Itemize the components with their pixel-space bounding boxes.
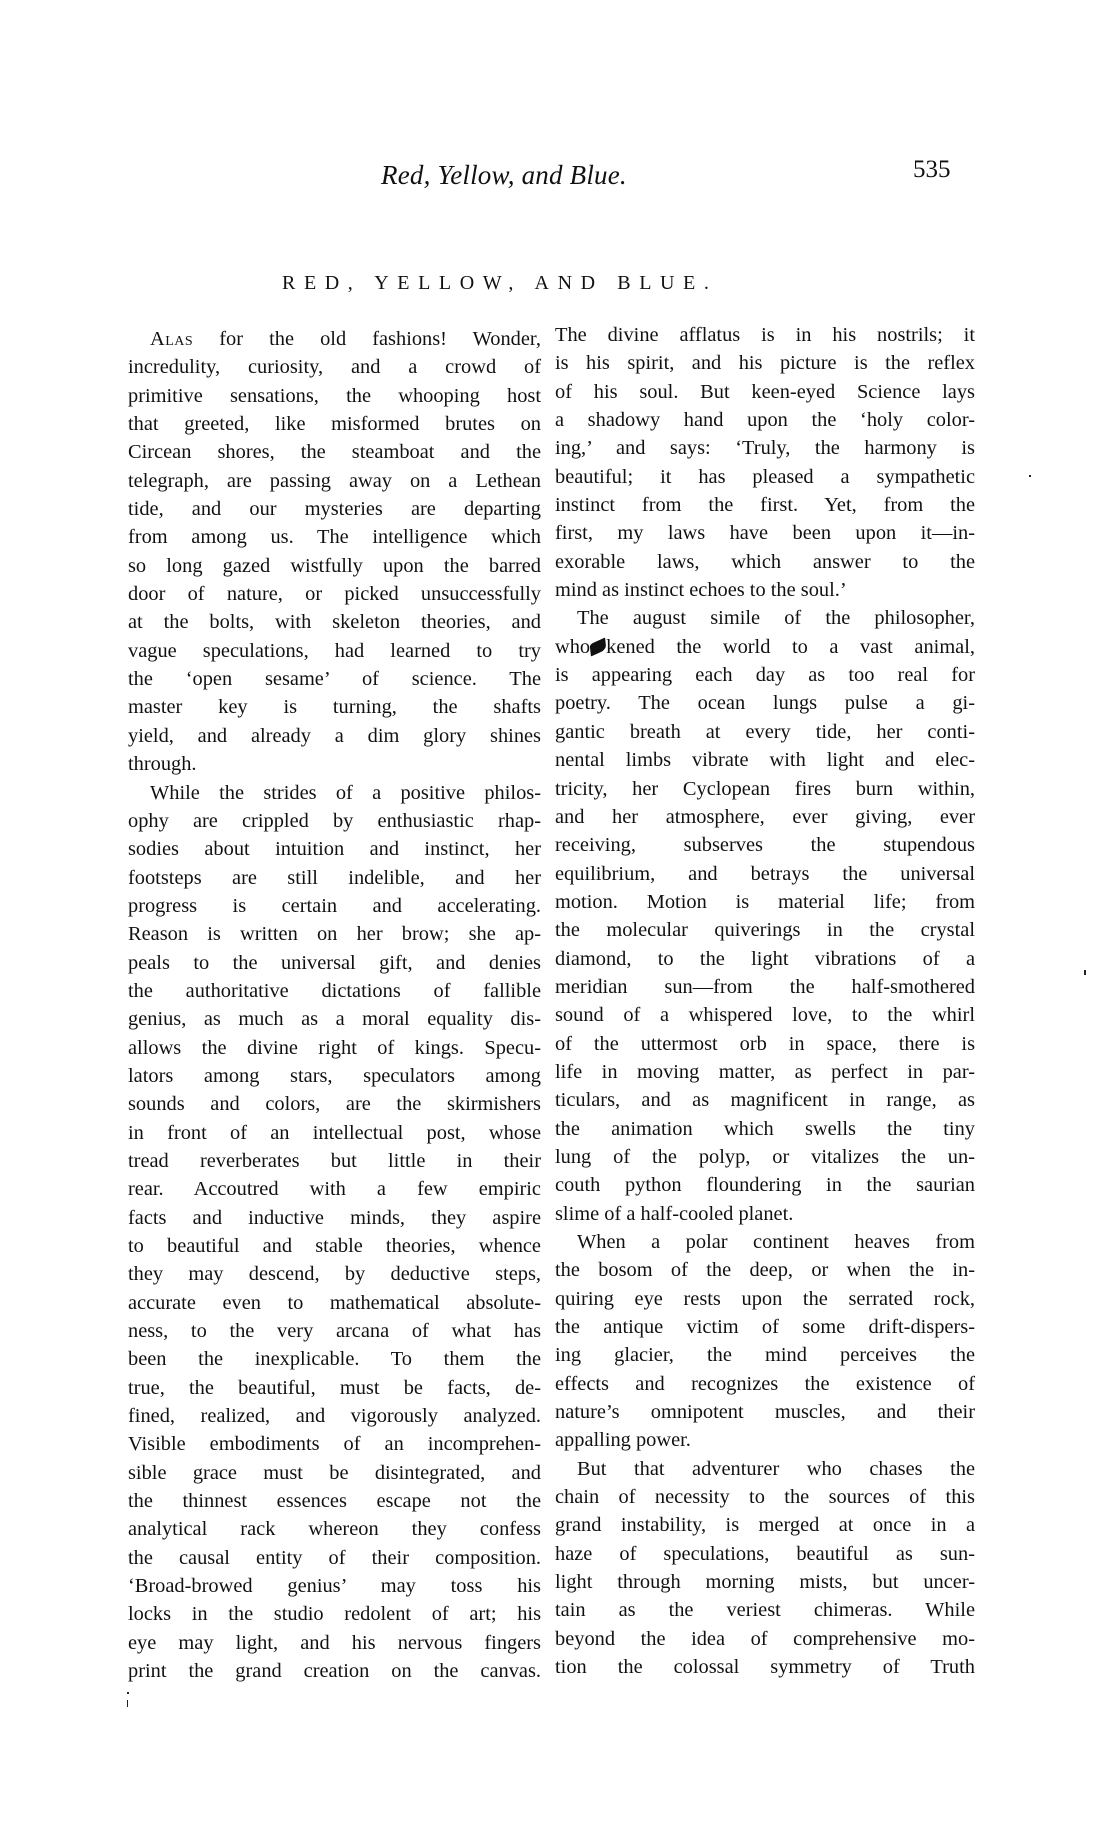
text-line: the bosom of the deep, or when the in- [555,1259,975,1282]
text-line: master key is turning, the shafts [128,696,541,719]
text-line: nental limbs vibrate with light and elec- [555,749,975,772]
text-line: But that adventurer who chases the [577,1457,975,1480]
text-line: and her atmosphere, ever giving, ever [555,805,975,828]
text-line: couth python floundering in the saurian [555,1174,975,1197]
text-line: diamond, to the light vibrations of a [555,947,975,970]
text-line: slime of a half-cooled planet. [555,1202,794,1225]
text-line: sible grace must be disintegrated, and [128,1461,541,1484]
text-line: light through morning mists, but uncer- [555,1571,975,1594]
text-line: that greeted, like misformed brutes on [128,413,541,436]
text-line: telegraph, are passing away on a Lethean [128,469,541,492]
text-line: nature’s omnipotent muscles, and their [555,1401,975,1424]
text-line: ing,’ and says: ‘Truly, the harmony is [555,437,975,460]
text-line: equilibrium, and betrays the universal [555,862,975,885]
text-line: the animation which swells the tiny [555,1117,975,1140]
text-line: While the strides of a positive philos- [150,781,541,804]
right-column [555,321,975,1682]
text-line: When a polar continent heaves from [577,1231,975,1253]
text-line: from among us. The intelligence which [128,526,541,549]
text-line: the antique victim of some drift-dispers- [555,1316,975,1339]
scan-speck [1029,475,1031,477]
text-line: rear. Accoutred with a few empiric [128,1178,541,1201]
text-line: accurate even to mathematical absolute- [128,1291,541,1314]
text-line: of his soul. But keen-eyed Science lays [555,380,975,403]
text-line: progress is certain and accelerating. [128,894,541,917]
text-line: a shadowy hand upon the ‘holy color- [555,409,975,432]
text-line: quiring eye rests upon the serrated rock, [555,1287,975,1310]
text-line: incredulity, curiosity, and a crowd of [128,356,541,379]
page-number: 535 [913,156,951,183]
text-line: the thinnest essences escape not the [128,1490,541,1513]
text-line: the authoritative dictations of fallible [128,979,541,1002]
text-line: lung of the polyp, or vitalizes the un- [555,1145,975,1168]
text-line: tain as the veriest chimeras. While [555,1599,975,1622]
text-line: the molecular quiverings in the crystal [555,919,975,942]
scan-speck [1084,970,1086,975]
text-line: chain of necessity to the sources of this [555,1486,975,1509]
text-line: life in moving matter, as perfect in par- [555,1060,975,1083]
text-line: ness, to the very arcana of what has [128,1320,541,1343]
text-line: is his spirit, and his picture is the reflex [555,352,975,375]
text-line: vague speculations, had learned to try [128,639,541,662]
text-line: Reason is written on her brow; she ap- [128,923,541,946]
text-line: mind as instinct echoes to the soul.’ [555,579,847,602]
text-line: first, my laws have been upon it—in- [555,522,975,545]
text-line: print the grand creation on the canvas. [128,1660,541,1683]
text-line: beautiful; it has pleased a sympathetic [555,465,975,488]
text-line: sound of a whispered love, to the whirl [555,1004,975,1027]
text-line: ‘Broad-browed genius’ may toss his [128,1575,541,1598]
text-line: ophy are crippled by enthusiastic rhap- [128,809,541,832]
text-line: The divine afflatus is in his nostrils; it [555,324,975,346]
running-head: Red, Yellow, and Blue. [381,160,627,190]
text-line: through. [128,753,197,776]
text-line: in front of an intellectual post, whose [128,1121,541,1144]
text-line: Alas for the old fashions! Wonder, [150,328,541,350]
text-line: allows the divine right of kings. Specu- [128,1036,541,1059]
text-line: footsteps are still indelible, and her [128,866,541,889]
text-line: exorable laws, which answer to the [555,550,975,573]
text-line: meridian sun—from the half-smothered [555,975,975,998]
text-line: primitive sensations, the whooping host [128,384,541,407]
text-line: been the inexplicable. To them the [128,1348,541,1371]
text-line: eye may light, and his nervous fingers [128,1631,541,1654]
scan-speck [127,1700,128,1707]
text-line: lators among stars, speculators among [128,1064,541,1087]
text-line: they may descend, by deductive steps, [128,1263,541,1286]
text-line: effects and recognizes the existence of [555,1372,975,1395]
text-line: of the uttermost orb in space, there is [555,1032,975,1055]
text-line: door of nature, or picked unsuccessfully [128,583,541,606]
text-line: so long gazed wistfully upon the barred [128,554,541,577]
text-line: analytical rack whereon they confess [128,1518,541,1541]
text-line: poetry. The ocean lungs pulse a gi- [555,692,975,715]
text-line: fined, realized, and vigorously analyzed. [128,1405,541,1428]
ink-blot-mark [590,637,607,656]
text-line: the causal entity of their composition. [128,1546,541,1569]
scan-speck [127,1692,129,1694]
text-line: is appearing each day as too real for [555,664,975,687]
text-line: to beautiful and stable theories, whence [128,1235,541,1257]
text-line: peals to the universal gift, and denies [128,951,541,974]
text-line: sounds and colors, are the skirmishers [128,1093,541,1116]
text-line: Circean shores, the steamboat and the [128,441,541,464]
text-line: true, the beautiful, must be facts, de- [128,1376,541,1399]
text-line: tion the colossal symmetry of Truth [555,1656,975,1679]
text-line: locks in the studio redolent of art; his [128,1603,541,1626]
text-line: tide, and our mysteries are departing [128,498,541,521]
left-column [128,325,541,1686]
text-line: motion. Motion is material life; from [555,890,975,913]
text-line: yield, and already a dim glory shines [128,724,541,747]
text-line: beyond the idea of comprehensive mo- [555,1627,975,1650]
text-line: tread reverberates but little in their [128,1149,541,1172]
text-line: Visible embodiments of an incomprehen- [128,1433,541,1456]
text-line: gantic breath at every tide, her conti- [555,720,975,743]
text-line: at the bolts, with skeleton theories, and [128,611,541,634]
text-line: appalling power. [555,1429,691,1452]
article-title: RED, YELLOW, AND BLUE. [282,272,718,294]
text-line: The august simile of the philosopher, [577,607,975,630]
text-line: tricity, her Cyclopean fires burn within, [555,777,975,800]
text-line: receiving, subserves the stupendous [555,834,975,857]
text-line: who kened the world to a vast animal, [555,635,975,658]
text-line: genius, as much as a moral equality dis- [128,1008,541,1031]
text-line: grand instability, is merged at once in a [555,1514,975,1537]
small-caps-opening: Alas [150,328,194,350]
text-line: facts and inductive minds, they aspire [128,1206,541,1229]
text-line: instinct from the first. Yet, from the [555,494,975,517]
text-line: sodies about intuition and instinct, her [128,838,541,861]
text-line: the ‘open sesame’ of science. The [128,668,541,691]
text-line: haze of speculations, beautiful as sun- [555,1542,975,1565]
text-line: ticulars, and as magnificent in range, as [555,1089,975,1112]
text-line: ing glacier, the mind perceives the [555,1344,975,1367]
